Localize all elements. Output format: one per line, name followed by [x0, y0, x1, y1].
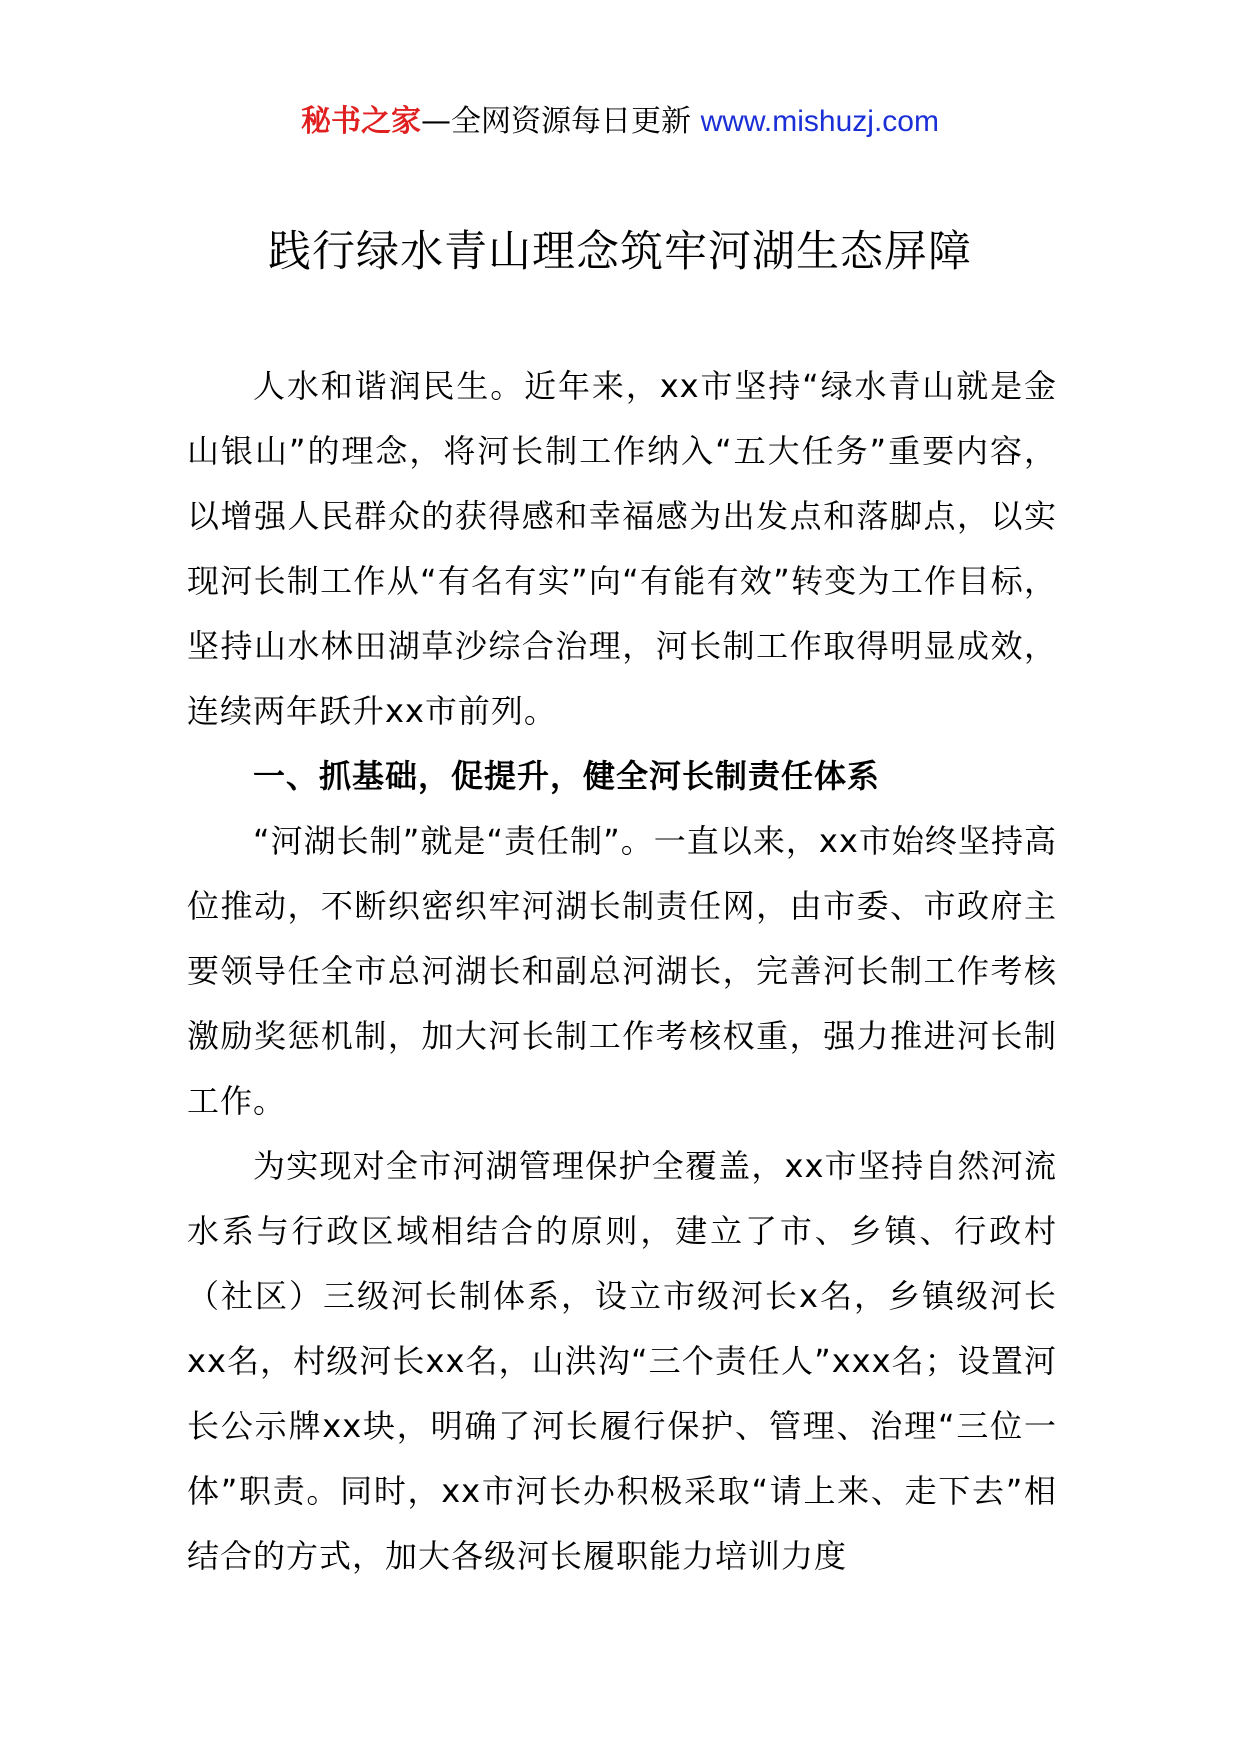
document-body	[187, 354, 1057, 1589]
site-url-link[interactable]: www.mishuzj.com	[700, 105, 939, 138]
site-header	[0, 100, 1240, 144]
section-1-paragraph-1: “河湖长制”就是“责任制”。一直以来，xx市始终坚持高位推动，不断织密织牢河湖长制责任网，由市委、市政府主要领导任全市总河湖长和副总河湖长，完善河长制工作考核激励奖惩机制，加大河长制工作考核权重，强力推进河长制工作。	[187, 822, 1057, 1120]
document-title: 践行绿水青山理念筑牢河湖生态屏障	[268, 227, 972, 277]
intro-paragraph: 人水和谐润民生。近年来，xx市坚持“绿水青山就是金山银山”的理念，将河长制工作纳入“五大任务”重要内容，以增强人民群众的获得感和幸福感为出发点和落脚点，以实现河长制工作从“有名有实”向“有能有效”转变为工作目标，坚持山水林田湖草沙综合治理，河长制工作取得明显成效，连续两年跃升xx市前列。	[187, 367, 1057, 730]
section-1-paragraph-2: 为实现对全市河湖管理保护全覆盖，xx市坚持自然河流水系与行政区域相结合的原则，建立了市、乡镇、行政村（社区）三级河长制体系，设立市级河长x名，乡镇级河长xx名，村级河长xx名，山洪沟“三个责任人”xxx名；设置河长公示牌xx块，明确了河长履行保护、管理、治理“三位一体”职责。同时，xx市河长办积极采取“请上来、走下去”相结合的方式，加大各级河长履职能力培训力度	[187, 1147, 1057, 1575]
header-tagline: —全网资源每日更新	[421, 104, 701, 139]
brand-name: 秘书之家	[301, 104, 422, 139]
section-heading-1: 一、抓基础，促提升，健全河长制责任体系	[253, 757, 881, 795]
